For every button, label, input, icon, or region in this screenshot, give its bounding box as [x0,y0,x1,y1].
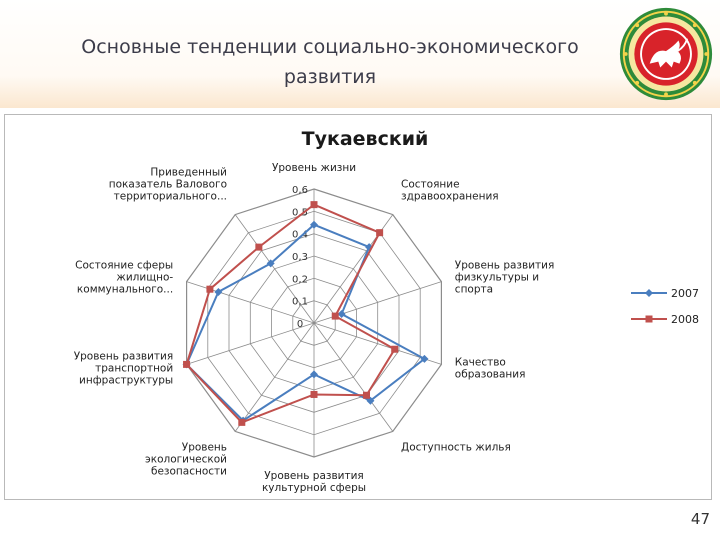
radial-tick-label: 0 [296,319,304,330]
data-point-2008 [238,419,245,426]
data-point-2008 [363,392,370,399]
axis-label: Уровень жизни [271,162,357,174]
slide-title-line1: Основные тенденции социально-экономического [81,36,579,58]
data-point-2008 [255,244,262,251]
data-point-2008 [183,361,190,368]
axis-label: Уровень развития физкультуры и спорта [454,259,555,296]
radial-tick-label: 0,2 [292,274,308,286]
slide-title-line2: развития [283,66,377,88]
axis-label: Доступность жилья [401,441,511,454]
radial-tick-label: 0,3 [292,252,308,263]
radar-chart [5,115,711,499]
data-point-2007 [214,288,222,296]
axis-label: Уровень развития культурной сферы [261,470,367,494]
grid-spoke [314,323,393,431]
axis-label: Приведенный показатель Валового территориального... [108,166,227,203]
chart-title: Тукаевский [301,128,429,150]
data-point-2008 [332,313,339,320]
grid-spoke [235,323,314,431]
data-point-2008 [311,391,318,398]
legend-marker-2007 [645,289,653,297]
radial-tick-label: 0,4 [292,229,308,241]
radial-tick-label: 0,1 [292,296,308,308]
radial-tick-label: 0,5 [292,207,308,219]
data-point-2008 [376,229,383,236]
data-point-2008 [206,286,213,293]
legend-label-2008: 2008 [671,313,699,326]
axis-label: Состояние здравоохранения [401,178,499,203]
slide-title [30,32,630,92]
axis-label: Уровень развития транспортной инфраструктуры [73,350,174,387]
legend-label-2007: 2007 [671,287,699,300]
legend [631,287,699,326]
legend-marker-2008 [646,316,653,323]
page-number: 47 [690,510,710,528]
data-point-2008 [391,346,398,353]
radial-tick-label: 0,6 [292,185,308,196]
chart-frame [4,114,712,500]
data-point-2008 [311,201,318,208]
axis-label: Качество образования [454,356,526,381]
tatarstan-emblem-icon [618,6,714,102]
axis-label: Состояние сферы жилищно-коммунального... [75,259,174,296]
axis-label: Уровень экологической безопасности [144,441,227,478]
